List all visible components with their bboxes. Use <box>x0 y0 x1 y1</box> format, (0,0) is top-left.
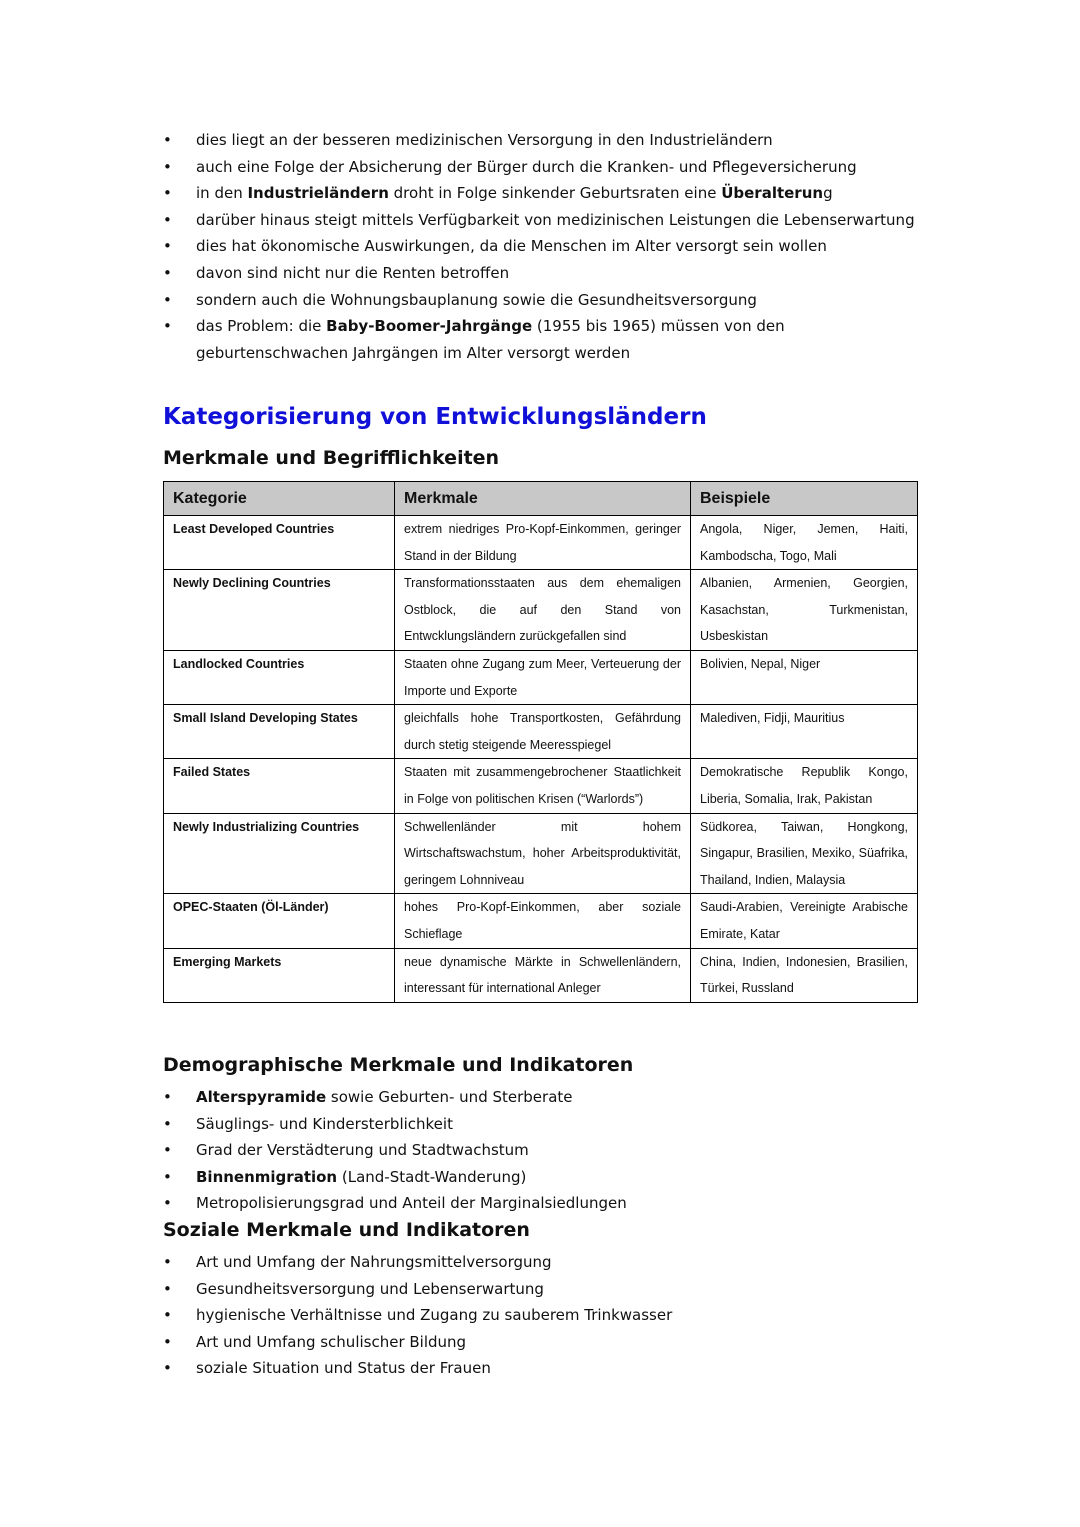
list-item <box>163 1164 923 1191</box>
table-cell-beispiele: Saudi-Arabien, Vereinigte Arabische Emirate, Katar <box>691 894 918 948</box>
bullet-icon: • <box>163 1279 172 1298</box>
list-item <box>163 1249 923 1276</box>
bullet-icon: • <box>163 290 172 309</box>
list-item <box>163 1190 923 1217</box>
table-cell-kategorie: Least Developed Countries <box>164 516 395 570</box>
table-row <box>164 948 918 1002</box>
list-item-text: (1955 bis 1965) müssen von den geburtenschwachen Jahrgängen im Alter versorgt werden <box>196 317 785 362</box>
table-cell-beispiele: Bolivien, Nepal, Niger <box>691 650 918 704</box>
bullet-icon: • <box>163 1141 172 1160</box>
list-item-text: Säuglings- und Kindersterblichkeit <box>196 1114 453 1133</box>
list-item <box>163 127 923 154</box>
table-row <box>164 650 918 704</box>
list-item-text: sondern auch die Wohnungsbauplanung sowie die Gesundheitsversorgung <box>196 290 757 309</box>
table-cell-kategorie: OPEC-Staaten (Öl-Länder) <box>164 894 395 948</box>
bullet-icon: • <box>163 157 172 176</box>
list-item <box>163 1302 923 1329</box>
bold-text: Industrieländern <box>247 184 389 203</box>
bullet-icon: • <box>163 317 172 336</box>
subsection-title-merkmale: Merkmale und Begrifflichkeiten <box>163 447 500 469</box>
bullet-icon: • <box>163 184 172 203</box>
bullet-icon: • <box>163 210 172 229</box>
bold-text: Baby-Boomer-Jahrgänge <box>326 317 533 336</box>
table-cell-merkmale: neue dynamische Märkte in Schwellenländern, interessant für international Anleger <box>395 948 691 1002</box>
list-item-text: davon sind nicht nur die Renten betroffen <box>196 263 510 282</box>
bullet-icon: • <box>163 263 172 282</box>
list-item-text: hygienische Verhältnisse und Zugang zu sauberem Trinkwasser <box>196 1306 673 1325</box>
table-header-merkmale: Merkmale <box>395 482 691 516</box>
list-item <box>163 1276 923 1303</box>
table-row <box>164 570 918 651</box>
bullet-icon: • <box>163 1114 172 1133</box>
list-item <box>163 1084 923 1111</box>
table-row <box>164 813 918 894</box>
list-item-text: dies liegt an der besseren medizinischen Versorgung in den Industrieländern <box>196 131 773 149</box>
table-row <box>164 705 918 759</box>
list-item-text: Gesundheitsversorgung und Lebenserwartung <box>196 1279 544 1298</box>
table-cell-beispiele: China, Indien, Indonesien, Brasilien, Türkei, Russland <box>691 948 918 1002</box>
list-item-text: (Land-Stadt-Wanderung) <box>337 1167 527 1186</box>
list-item-text: in den <box>196 184 248 203</box>
bullet-icon: • <box>163 1306 172 1325</box>
list-item <box>163 260 923 287</box>
bold-text: Überalterun <box>721 184 824 203</box>
list-item-text: dies hat ökonomische Auswirkungen, da die Menschen im Alter versorgt sein wollen <box>196 237 827 256</box>
bullet-icon: • <box>163 1194 172 1213</box>
bold-text: Binnenmigration <box>196 1167 338 1186</box>
bullet-list-aging <box>163 127 923 366</box>
table-header-beispiele: Beispiele <box>691 482 918 516</box>
list-item <box>163 313 923 366</box>
list-item <box>163 154 923 181</box>
table-cell-beispiele: Südkorea, Taiwan, Hongkong, Singapur, Brasilien, Mexiko, Süafrika, Thailand, Indien, Malaysia <box>691 813 918 894</box>
list-item <box>163 1137 923 1164</box>
bold-text: Alterspyramide <box>196 1088 327 1106</box>
list-item-text: Art und Umfang schulischer Bildung <box>196 1332 467 1351</box>
table-cell-kategorie: Newly Declining Countries <box>164 570 395 651</box>
list-item <box>163 207 923 234</box>
table-cell-merkmale: gleichfalls hohe Transportkosten, Gefährdung durch stetig steigende Meeresspiegel <box>395 705 691 759</box>
table-body <box>164 516 918 1003</box>
list-item-text: Metropolisierungsgrad und Anteil der Marginalsiedlungen <box>196 1194 627 1213</box>
list-item <box>163 1355 923 1382</box>
table-cell-kategorie: Small Island Developing States <box>164 705 395 759</box>
list-item-text: sowie Geburten- und Sterberate <box>326 1088 573 1106</box>
table-cell-beispiele: Albanien, Armenien, Georgien, Kasachstan, Turkmenistan, Usbeskistan <box>691 570 918 651</box>
bullet-icon: • <box>163 1088 172 1106</box>
list-item-text: Art und Umfang der Nahrungsmittelversorgung <box>196 1253 552 1271</box>
table-cell-merkmale: hohes Pro-Kopf-Einkommen, aber soziale Schieflage <box>395 894 691 948</box>
subsection-title-demographisch: Demographische Merkmale und Indikatoren <box>163 1054 634 1076</box>
bullet-icon: • <box>163 1332 172 1351</box>
table-row <box>164 759 918 813</box>
subsection-title-sozial: Soziale Merkmale und Indikatoren <box>163 1219 530 1241</box>
list-item-text: das Problem: die <box>196 317 327 336</box>
list-item-text: darüber hinaus steigt mittels Verfügbarkeit von medizinischen Leistungen die Lebenserwartung <box>196 210 915 229</box>
list-item <box>163 287 923 314</box>
table-cell-beispiele: Angola, Niger, Jemen, Haiti, Kambodscha, Togo, Mali <box>691 516 918 570</box>
list-item <box>163 1111 923 1138</box>
list-item <box>163 180 923 207</box>
table-cell-merkmale: Staaten mit zusammengebrochener Staatlichkeit in Folge von politischen Krisen (“Warlords”) <box>395 759 691 813</box>
table-cell-kategorie: Landlocked Countries <box>164 650 395 704</box>
table-cell-kategorie: Failed States <box>164 759 395 813</box>
list-item-text: droht in Folge sinkender Geburtsraten eine <box>388 184 722 203</box>
table-row <box>164 516 918 570</box>
bullet-icon: • <box>163 1167 172 1186</box>
table-cell-kategorie: Emerging Markets <box>164 948 395 1002</box>
table-row <box>164 894 918 948</box>
table-cell-beispiele: Demokratische Republik Kongo, Liberia, Somalia, Irak, Pakistan <box>691 759 918 813</box>
section-title: Kategorisierung von Entwicklungsländern <box>163 404 707 430</box>
list-item-text: g <box>823 184 833 203</box>
categories-table <box>163 481 918 1003</box>
bullet-list-demographisch <box>163 1084 923 1217</box>
table-cell-kategorie: Newly Industrializing Countries <box>164 813 395 894</box>
table-header-kategorie: Kategorie <box>164 482 395 516</box>
bullet-icon: • <box>163 1359 172 1378</box>
list-item <box>163 1329 923 1356</box>
list-item-text: auch eine Folge der Absicherung der Bürger durch die Kranken- und Pflegeversicherung <box>196 157 857 176</box>
bullet-icon: • <box>163 131 172 149</box>
table-cell-beispiele: Malediven, Fidji, Mauritius <box>691 705 918 759</box>
list-item-text: Grad der Verstädterung und Stadtwachstum <box>196 1141 529 1160</box>
bullet-list-sozial <box>163 1249 923 1382</box>
list-item-text: soziale Situation und Status der Frauen <box>196 1359 491 1378</box>
bullet-icon: • <box>163 237 172 256</box>
bullet-icon: • <box>163 1253 172 1271</box>
table-cell-merkmale: Transformationsstaaten aus dem ehemaligen Ostblock, die auf den Stand von Entwcklungsländern zurückgefallen sind <box>395 570 691 651</box>
table-cell-merkmale: Staaten ohne Zugang zum Meer, Verteuerung der Importe und Exporte <box>395 650 691 704</box>
list-item <box>163 233 923 260</box>
table-cell-merkmale: Schwellenländer mit hohem Wirtschaftswachstum, hoher Arbeitsproduktivität, geringem Lohnniveau <box>395 813 691 894</box>
table-header-row <box>164 482 918 516</box>
table-cell-merkmale: extrem niedriges Pro-Kopf-Einkommen, geringer Stand in der Bildung <box>395 516 691 570</box>
